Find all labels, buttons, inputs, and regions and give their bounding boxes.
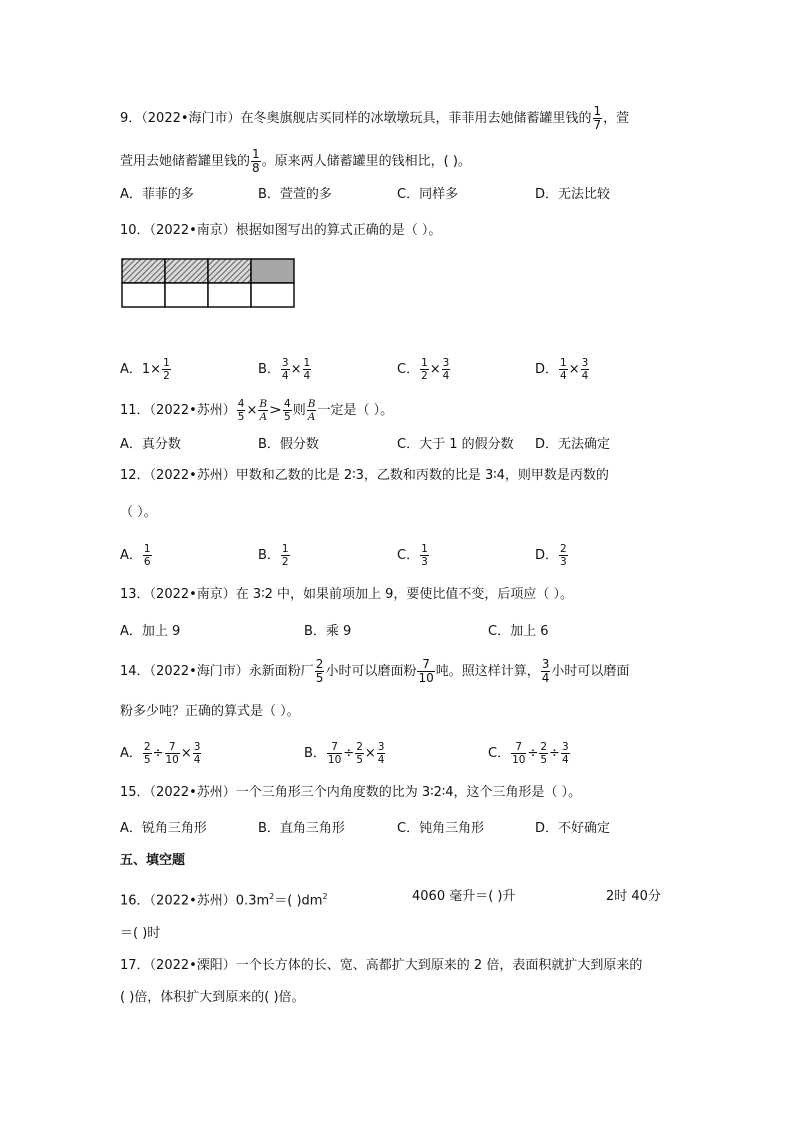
q9-option-b: B．萱萱的多 <box>258 187 332 202</box>
q9-option-c: C．同样多 <box>397 187 459 202</box>
q16-part3: 4060 毫升＝( )升 <box>412 889 516 904</box>
empty-cell <box>122 283 165 307</box>
q9-stem-line2: 萱用去她储蓄罐里钱的 $\frac{1}{8}$ 。原来两人储蓄罐里的钱相比，( )。 <box>120 147 471 175</box>
q10-option-c: C． $\frac{1}{2}$ × $\frac{3}{4}$ <box>397 357 450 382</box>
q15-option-c: C．钝角三角形 <box>397 821 485 836</box>
q10-stem: 10．（2022•南京）根据如图写出的算式正确的是（ ）。 <box>120 223 442 238</box>
q10-option-a: A．1× $\frac{1}{2}$ <box>120 357 170 382</box>
q9-text: 9．（2022•海门市）在冬奥旗舰店买同样的冰墩墩玩具，菲菲用去她储蓄罐里钱的 <box>120 111 592 126</box>
q11-option-c: C．大于 1 的假分数 <box>397 437 514 452</box>
q16-part1: 16．（2022•苏州）$0.3m^2=$( )$dm^2$ <box>120 892 328 909</box>
q11-option-b: B．假分数 <box>258 437 319 452</box>
q15-option-b: B．直角三角形 <box>258 821 345 836</box>
section-heading: 五、填空题 <box>120 853 186 868</box>
q12-stem-line2: （ ）。 <box>120 505 157 520</box>
q9-stem-line1: 9．（2022•海门市）在冬奥旗舰店买同样的冰墩墩玩具，菲菲用去她储蓄罐里钱的 $\frac{1}{7}$ ，萱 <box>120 104 630 132</box>
q14-option-a: A． $\frac{2}{5}$ ÷ $\frac{7}{10}$ × $\frac{3}{4}$ <box>120 741 201 766</box>
q15-stem: 15．（2022•苏州）一个三角形三个内角度数的比为 3∶2∶4，这个三角形是（ ）。 <box>120 785 582 800</box>
q11-option-a: A．真分数 <box>120 437 181 452</box>
hatched-cell <box>165 259 208 283</box>
empty-cell <box>165 283 208 307</box>
q11-option-d: D．无法确定 <box>535 437 611 452</box>
q15-option-a: A．锐角三角形 <box>120 821 207 836</box>
gray-cell <box>251 259 294 283</box>
q9-fraction-feifei: $\frac{1}{7}$ <box>593 104 602 132</box>
empty-cell <box>208 283 251 307</box>
q13-option-c: C．加上 6 <box>488 624 549 639</box>
hatched-cell <box>122 259 165 283</box>
q14-stem-line2: 粉多少吨？正确的算式是（ ）。 <box>120 704 300 719</box>
q10-option-b: B． $\frac{3}{4}$ × $\frac{1}{4}$ <box>258 357 311 382</box>
q15-option-d: D．不好确定 <box>535 821 611 836</box>
q12-option-c: C． $\frac{1}{3}$ <box>397 543 428 568</box>
q12-option-d: D． $\frac{2}{3}$ <box>535 543 567 568</box>
q10-option-d: D． $\frac{1}{4}$ × $\frac{3}{4}$ <box>535 357 589 382</box>
q16-part4: 2时 40分 <box>606 889 661 904</box>
q9-option-d: D．无法比较 <box>535 187 611 202</box>
q17-line2: ( )倍，体积扩大到原来的( )倍。 <box>120 990 305 1005</box>
q9-fraction-xuanxuan: $\frac{1}{8}$ <box>252 147 260 175</box>
q13-stem: 13．（2022•南京）在 3∶2 中，如果前项加上 9，要使比值不变，后项应（ ）。 <box>120 587 574 602</box>
q11-stem: 11．（2022•苏州） $\frac{4}{5}$ × $\frac{B}{A}$ > $\frac{4}{5}$ 则 $\frac{B}{A}$ 一定是（ ）。 <box>120 398 394 423</box>
q14-option-b: B． $\frac{7}{10}$ ÷ $\frac{2}{5}$ × $\frac{3}{4}$ <box>304 741 385 766</box>
q14-option-c: C． $\frac{7}{10}$ ÷ $\frac{2}{5}$ ÷ $\frac{3}{4}$ <box>488 741 569 766</box>
q9-option-a: A．菲菲的多 <box>120 187 194 202</box>
hatched-cell <box>208 259 251 283</box>
empty-cell <box>251 283 294 307</box>
q12-option-a: A． $\frac{1}{6}$ <box>120 543 151 568</box>
q13-option-b: B．乘 9 <box>304 624 352 639</box>
q13-option-a: A．加上 9 <box>120 624 181 639</box>
q14-stem-line1: 14．（2022•海门市）永新面粉厂 $\frac{2}{5}$ 小时可以磨面粉 $\frac{7}{10}$ 吨。照这样计算， $\frac{3}{4}$ 小时可以磨面 <box>120 657 630 685</box>
q10-figure-grid <box>120 257 296 309</box>
q17-line1: 17．（2022•溧阳）一个长方体的长、宽、高都扩大到原来的 2 倍，表面积就扩大到原来的 <box>120 958 643 973</box>
q12-stem-line1: 12．（2022•苏州）甲数和乙数的比是 2∶3，乙数和丙数的比是 3∶4，则甲数是丙数的 <box>120 468 609 483</box>
q16-line2: ＝( )时 <box>120 926 161 941</box>
q12-option-b: B． $\frac{1}{2}$ <box>258 543 289 568</box>
